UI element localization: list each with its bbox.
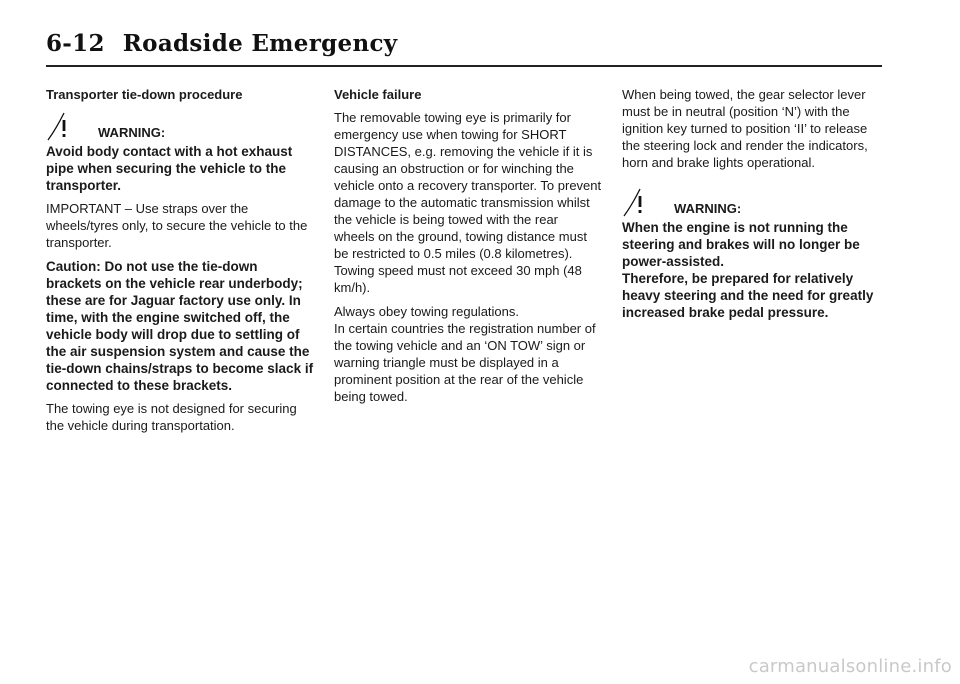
- watermark: carmanualsonline.info: [748, 656, 952, 677]
- warning-triangle-icon: [46, 111, 82, 141]
- page-header: [46, 30, 397, 57]
- towing-regulations-paragraph: Always obey towing regulations.: [334, 304, 519, 319]
- warning-row: [622, 185, 884, 217]
- section-title: Roadside Emergency: [122, 30, 398, 57]
- warning-label: WARNING:: [674, 201, 742, 216]
- column-3: [622, 86, 884, 327]
- vehicle-failure-heading: Vehicle failure: [334, 87, 422, 102]
- column-2: [334, 86, 602, 412]
- towing-eye-note: The towing eye is not designed for securing the vehicle during transportation.: [46, 401, 297, 433]
- heavy-steering-warning: Therefore, be prepared for relatively heavy steering and the need for greatly increased brake pedal pressure.: [622, 271, 874, 320]
- page-number: 6-12: [46, 30, 105, 57]
- warning-triangle-icon: [622, 187, 658, 217]
- header-rule: [46, 65, 882, 67]
- column-1: [46, 86, 314, 441]
- warning-row: [46, 109, 314, 141]
- warning-label: WARNING:: [98, 125, 166, 140]
- on-tow-paragraph: In certain countries the registration number of the towing vehicle and an ‘ON TOW’ sign or warning triangle must be displayed in a prominent position at the rear of the vehicle being towed.: [334, 321, 596, 404]
- power-assist-warning: When the engine is not running the steering and brakes will no longer be power-assisted.: [622, 220, 860, 269]
- important-note: IMPORTANT – Use straps over the wheels/tyres only, to secure the vehicle to the transporter.: [46, 201, 308, 250]
- caution-text: Caution: Do not use the tie-down brackets on the vehicle rear underbody; these are for Jaguar factory use only. In time, with the engine switched off, the vehicle body will drop due to settling of the air suspension system and cause the tie-down chains/straps to become slack if connected to these brackets.: [46, 259, 314, 393]
- transporter-heading: Transporter tie-down procedure: [46, 87, 243, 102]
- towing-eye-paragraph: The removable towing eye is primarily for emergency use when towing for SHORT DISTANCES, e.g. removing the vehicle if it is causing an obstruction or for winching the vehicle onto a recovery transporter. To prevent damage to the automatic transmission whilst the vehicle is being towed with the rear wheels on the ground, towing distance must be restricted to 0.5 miles (0.8 kilometres). Towing speed must not exceed 30 mph (48 km/h).: [334, 110, 602, 295]
- gear-selector-paragraph: When being towed, the gear selector lever must be in neutral (position ‘N’) with the ignition key turned to position ‘II’ to release the steering lock and render the indicators, horn and brake lights operational.: [622, 87, 868, 170]
- warning-text: Avoid body contact with a hot exhaust pipe when securing the vehicle to the transporter.: [46, 144, 293, 193]
